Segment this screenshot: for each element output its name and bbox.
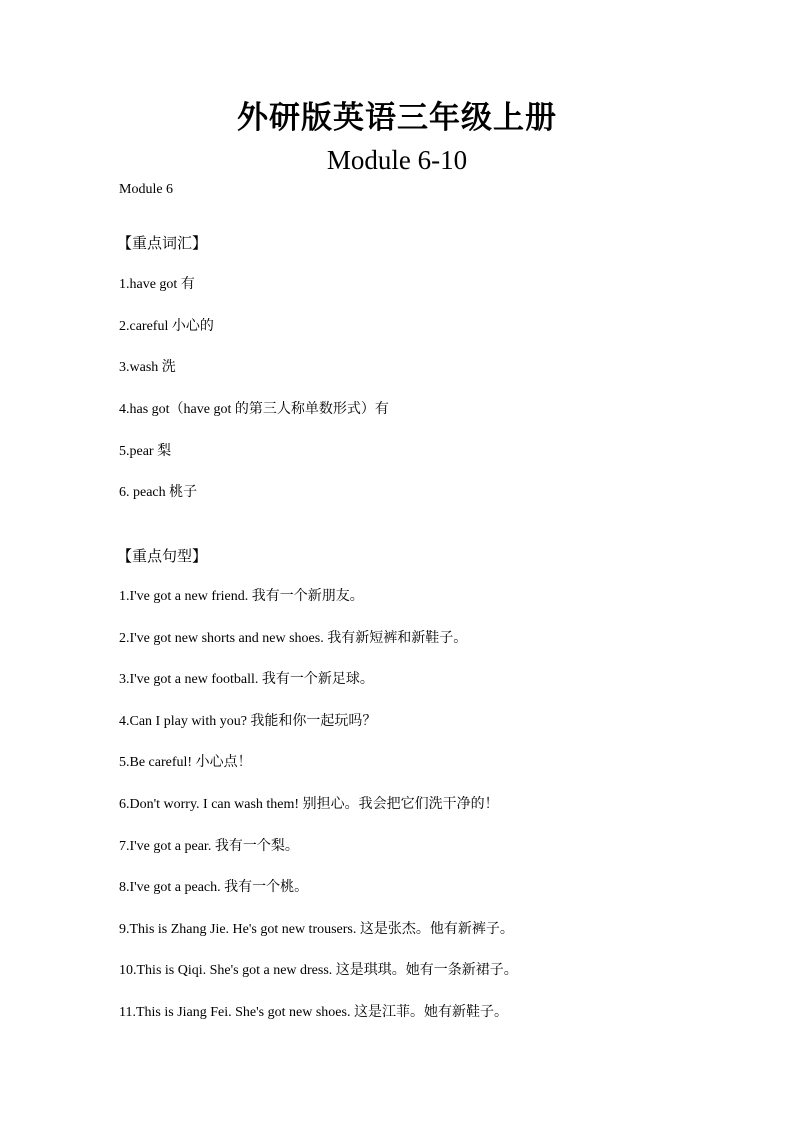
sentence-heading: 【重点句型】 bbox=[117, 547, 208, 565]
sentence-item: 5.Be careful! 小心点！ bbox=[119, 755, 252, 770]
sentence-item: 9.This is Zhang Jie. He's got new trousers. 这是张杰。他有新裤子。 bbox=[119, 922, 514, 937]
document-title: 外研版英语三年级上册 bbox=[237, 100, 557, 136]
vocab-item: 1.have got 有 bbox=[119, 277, 195, 292]
vocab-heading: 【重点词汇】 bbox=[117, 234, 208, 252]
module-label: Module 6 bbox=[119, 182, 174, 197]
vocab-item: 5.pear 梨 bbox=[119, 444, 172, 459]
sentence-item: 7.I've got a pear. 我有一个梨。 bbox=[119, 839, 299, 854]
vocab-item: 4.has got（have got 的第三人称单数形式）有 bbox=[119, 402, 389, 417]
sentence-item: 6.Don't worry. I can wash them! 别担心。我会把它们洗干净的！ bbox=[119, 797, 499, 812]
sentence-item: 2.I've got new shorts and new shoes. 我有新短裤和新鞋子。 bbox=[119, 631, 468, 646]
vocab-item: 2.careful 小心的 bbox=[119, 319, 214, 334]
vocab-item: 6. peach 桃子 bbox=[119, 485, 198, 500]
document-subtitle: Module 6-10 bbox=[326, 145, 468, 175]
sentence-item: 10.This is Qiqi. She's got a new dress. 这是琪琪。她有一条新裙子。 bbox=[119, 963, 518, 978]
sentence-item: 11.This is Jiang Fei. She's got new shoes. 这是江菲。她有新鞋子。 bbox=[119, 1005, 508, 1020]
sentence-item: 4.Can I play with you? 我能和你一起玩吗？ bbox=[119, 714, 377, 729]
sentence-item: 3.I've got a new football. 我有一个新足球。 bbox=[119, 672, 374, 687]
sentence-item: 8.I've got a peach. 我有一个桃。 bbox=[119, 880, 309, 895]
vocab-item: 3.wash 洗 bbox=[119, 360, 176, 375]
sentence-item: 1.I've got a new friend. 我有一个新朋友。 bbox=[119, 589, 364, 604]
